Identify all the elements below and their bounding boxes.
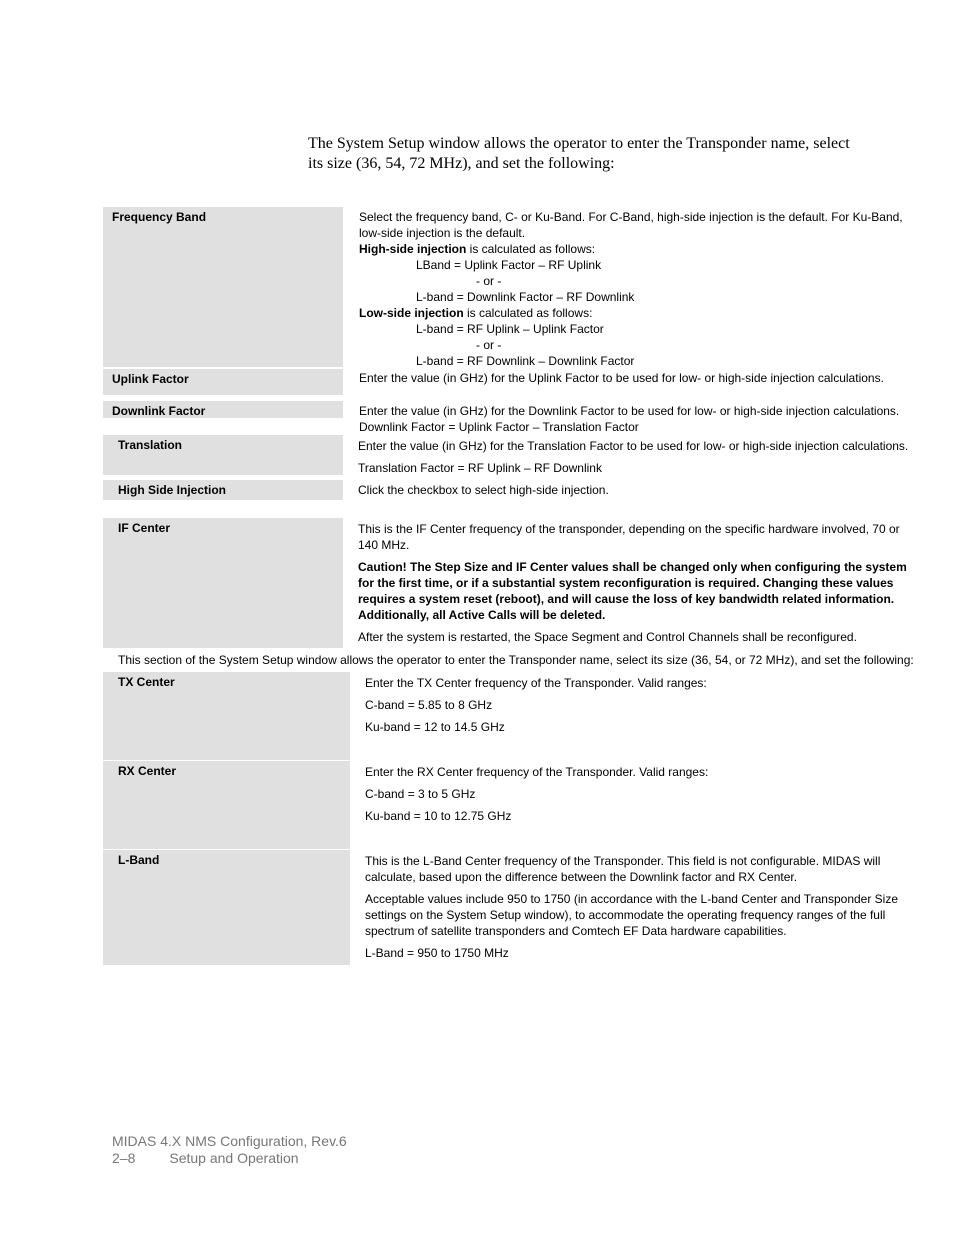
label-frequency-band: Frequency Band: [103, 207, 343, 367]
rx-center-ku-band: Ku-band = 10 to 12.75 GHz: [365, 809, 512, 823]
low-side-tail: is calculated as follows:: [463, 306, 593, 320]
label-tx-center: TX Center: [103, 672, 350, 760]
high-side-tail: is calculated as follows:: [466, 242, 596, 256]
frequency-band-text: Select the frequency band, C- or Ku-Band. For C-Band, high-side injection is the default. For Ku-Band, low-side injection is the default.: [359, 210, 903, 240]
section-note: This section of the System Setup window allows the operator to enter the Transponder name, select its size (36, 54, or 72 MHz), and set the following:: [118, 653, 914, 667]
label-translation: Translation: [103, 435, 343, 475]
label-high-side-injection: High Side Injection: [103, 480, 343, 500]
l-band-text: This is the L-Band Center frequency of the Transponder. This field is not configurable. MIDAS will calculate, based upon the difference between the Downlink factor and RX Center.: [365, 854, 881, 884]
desc-high-side-injection: [358, 482, 913, 498]
desc-uplink-factor: [359, 370, 914, 386]
desc-if-center: [358, 521, 913, 645]
footer-title: MIDAS 4.X NMS Configuration, Rev.6: [112, 1133, 347, 1149]
translation-formula: Translation Factor = RF Uplink – RF Downlink: [358, 461, 602, 475]
label-uplink-factor: Uplink Factor: [103, 369, 343, 395]
label-if-center: IF Center: [103, 518, 343, 648]
or-separator-2: - or -: [476, 338, 502, 352]
page-footer: [112, 1133, 347, 1167]
footer-page-line: [112, 1150, 347, 1167]
low-side-heading: Low-side injection: [359, 306, 464, 320]
if-center-text: This is the IF Center frequency of the transponder, depending on the specific hardware involved, 70 or 140 MHz.: [358, 522, 900, 552]
label-rx-center: RX Center: [103, 761, 350, 849]
low-side-line: [359, 305, 914, 321]
uplink-factor-text: Enter the value (in GHz) for the Uplink Factor to be used for low- or high-side injection calculations.: [359, 371, 884, 385]
footer-page-number: 2–8: [112, 1150, 136, 1166]
label-downlink-factor: Downlink Factor: [103, 401, 343, 418]
tx-center-c-band: C-band = 5.85 to 8 GHz: [365, 698, 493, 712]
tx-center-ku-band: Ku-band = 12 to 14.5 GHz: [365, 720, 505, 734]
rx-center-text: Enter the RX Center frequency of the Transponder. Valid ranges:: [365, 765, 709, 779]
intro-paragraph: The System Setup window allows the operator to enter the Transponder name, select its size (36, 54, 72 MHz), and set the following:: [308, 135, 850, 172]
desc-l-band: [365, 853, 920, 961]
low-side-formula-1: L-band = RF Uplink – Uplink Factor: [416, 322, 604, 336]
low-side-formula-2: L-band = RF Downlink – Downlink Factor: [416, 354, 635, 368]
downlink-factor-text: Enter the value (in GHz) for the Downlink Factor to be used for low- or high-side injection calculations.: [359, 404, 900, 418]
translation-text: Enter the value (in GHz) for the Translation Factor to be used for low- or high-side injection calculations.: [358, 439, 909, 453]
caution-text: Caution! The Step Size and IF Center values shall be changed only when configuring the system for the first time, or if a substantial system reconfiguration is required. Changing these values requires a system reset (reboot), and will cause the loss of key bandwidth related information. Additionally, all Active Calls will be deleted.: [358, 560, 907, 622]
high-side-line: [359, 241, 914, 257]
high-side-injection-text: Click the checkbox to select high-side injection.: [358, 483, 609, 497]
tx-center-text: Enter the TX Center frequency of the Transponder. Valid ranges:: [365, 676, 707, 690]
or-separator-1: - or -: [476, 274, 502, 288]
desc-downlink-factor: [359, 403, 914, 435]
high-side-heading: High-side injection: [359, 242, 467, 256]
downlink-factor-formula: Downlink Factor = Uplink Factor – Translation Factor: [359, 420, 639, 434]
high-side-formula-2: L-band = Downlink Factor – RF Downlink: [416, 290, 635, 304]
high-side-formula-1: LBand = Uplink Factor – RF Uplink: [416, 258, 602, 272]
footer-section: Setup and Operation: [169, 1150, 299, 1166]
l-band-range: L-Band = 950 to 1750 MHz: [365, 946, 509, 960]
desc-rx-center: [365, 764, 920, 824]
label-l-band: L-Band: [103, 850, 350, 965]
rx-center-c-band: C-band = 3 to 5 GHz: [365, 787, 476, 801]
desc-translation: [358, 438, 913, 476]
restart-note: After the system is restarted, the Space Segment and Control Channels shall be reconfigured.: [358, 630, 857, 644]
l-band-acceptable-values: Acceptable values include 950 to 1750 (in accordance with the L-band Center and Transponder Size settings on the System Setup window), to accommodate the operating frequency ranges of the full spectrum of satellite transponders and Comtech EF Data hardware capabilities.: [365, 892, 899, 938]
desc-frequency-band: [359, 209, 914, 369]
desc-tx-center: [365, 675, 920, 735]
